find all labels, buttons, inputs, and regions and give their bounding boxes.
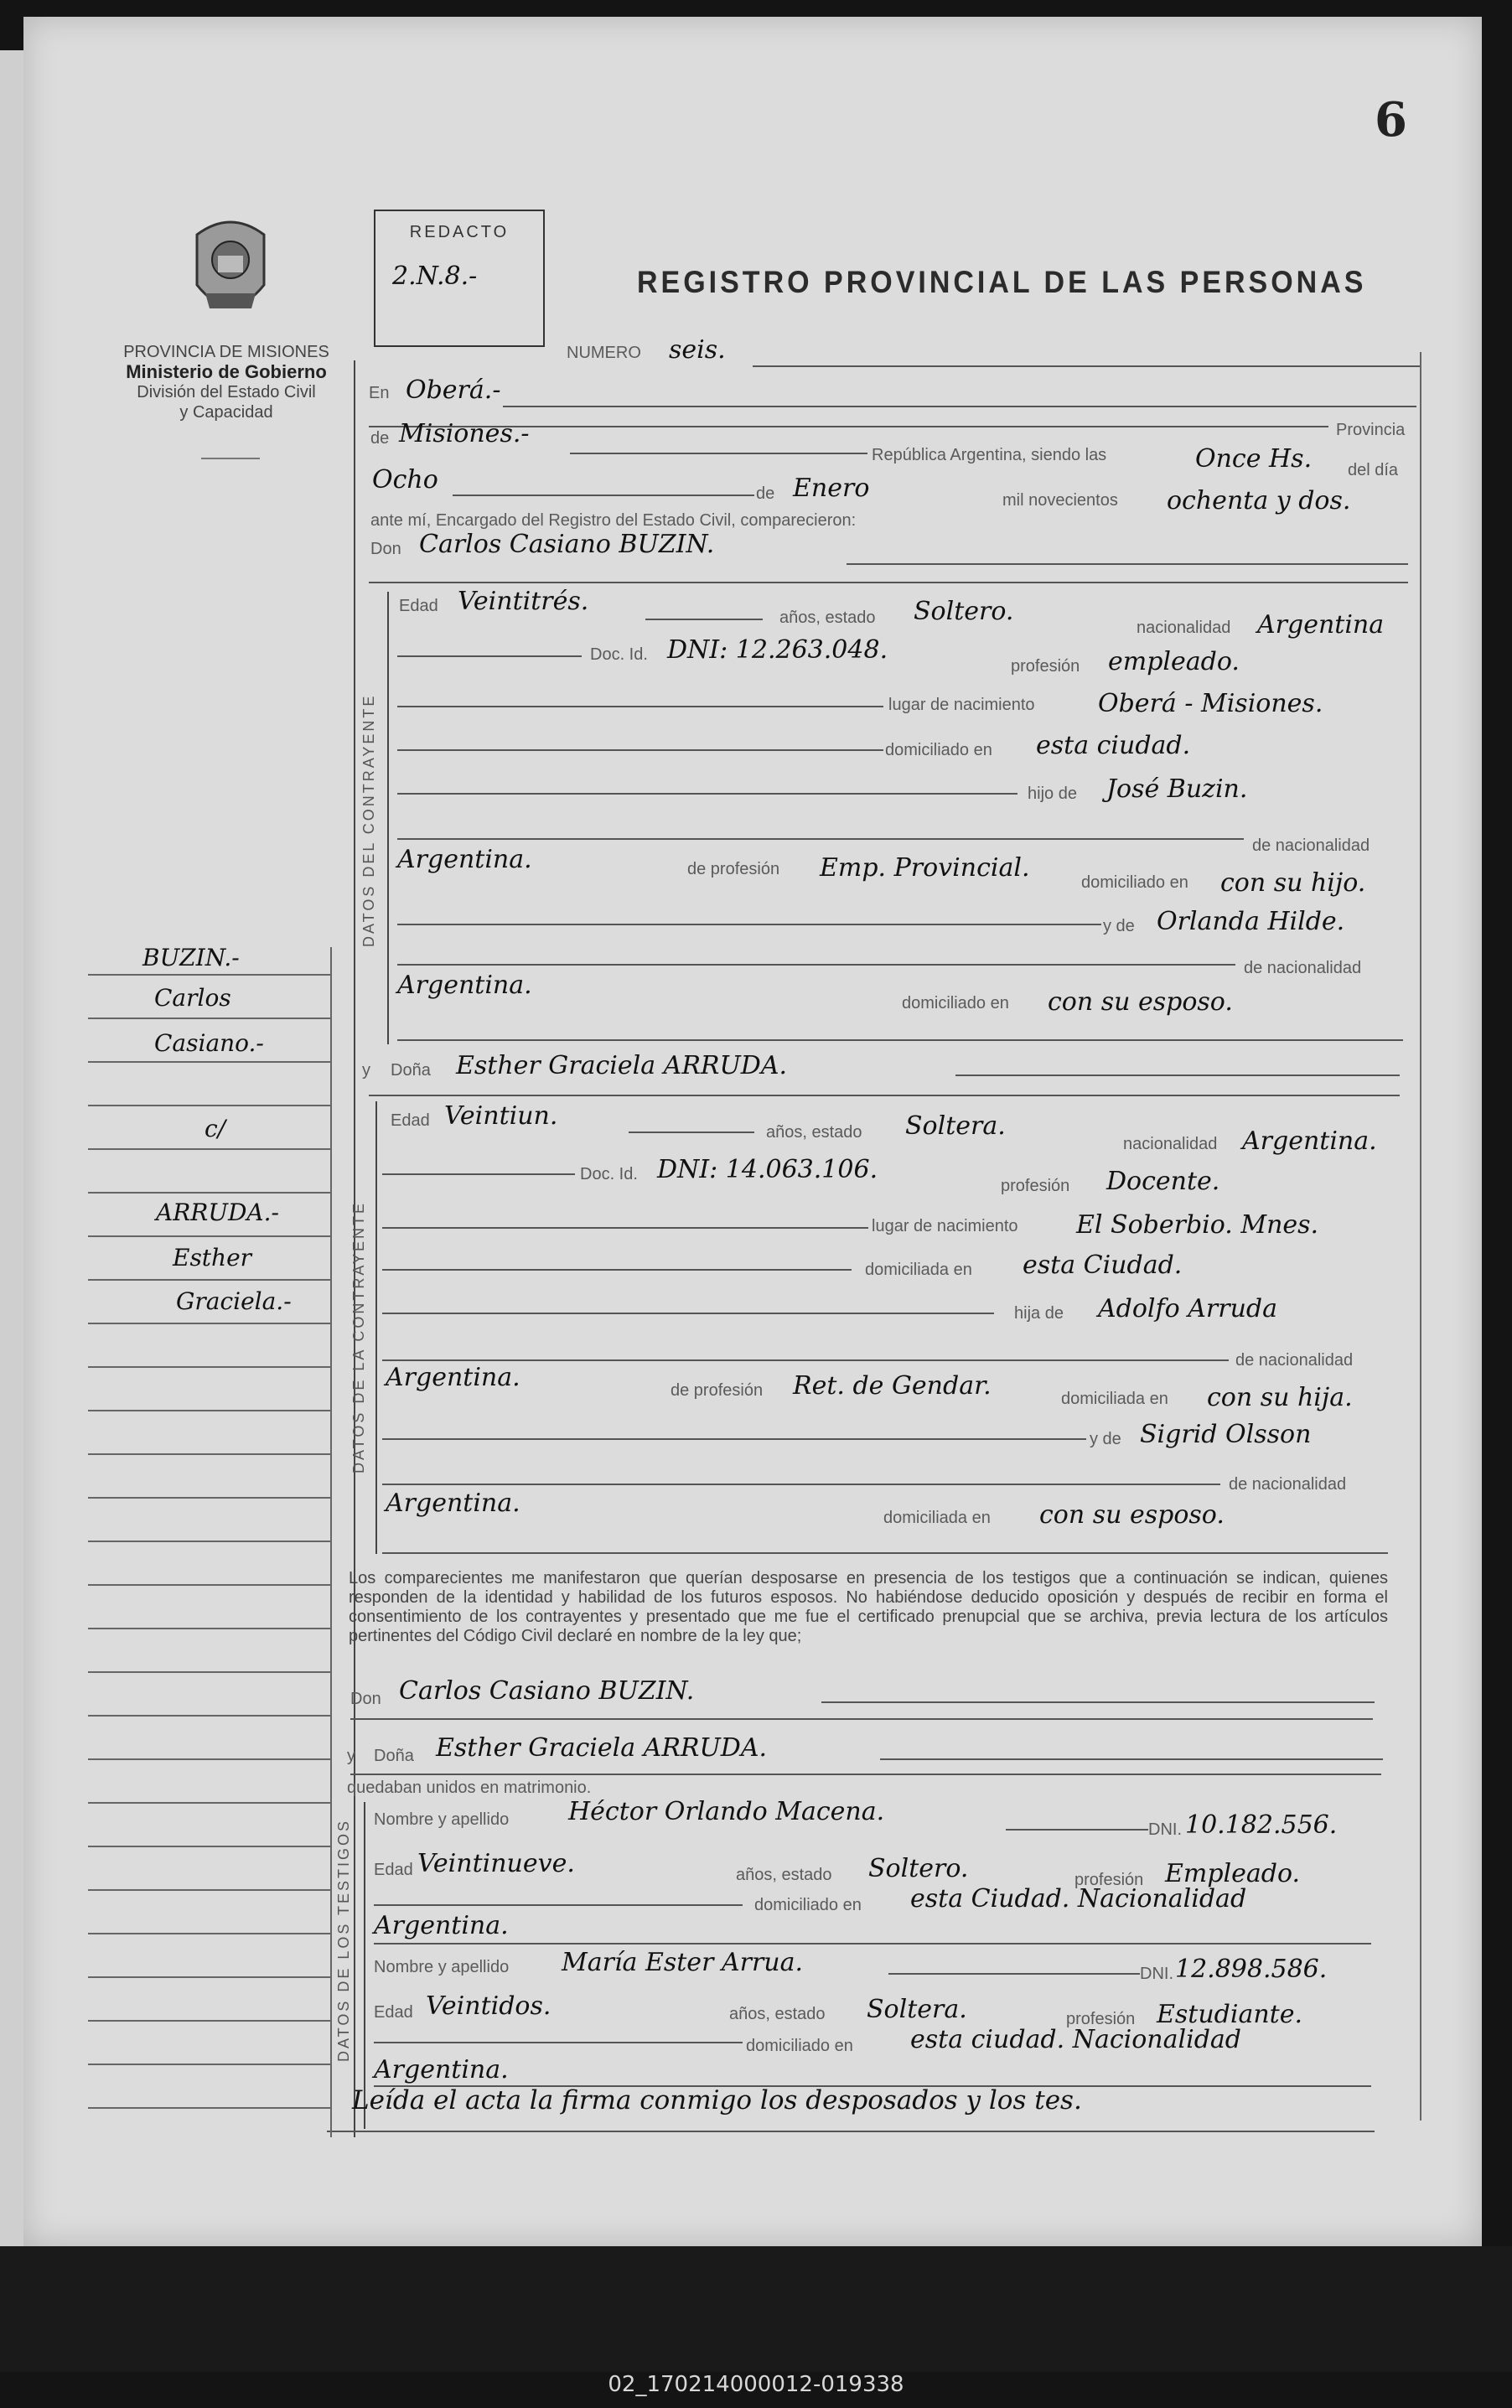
- redacto-value: 2.N.8.-: [392, 262, 478, 291]
- t1-edad: Veintinueve.: [417, 1849, 575, 1878]
- margin-rule: [88, 1410, 331, 1411]
- numero-value: seis.: [669, 335, 726, 365]
- t1-nombre-label: Nombre y apellido: [374, 1810, 510, 1829]
- margin-note-2: Carlos: [154, 984, 231, 1012]
- t1-dni-label: DNI.: [1148, 1820, 1182, 1839]
- redacto-label: REDACTO: [409, 223, 510, 241]
- hora-value: Once Hs.: [1195, 444, 1313, 474]
- t2-domicilio-label: domiciliado en: [746, 2037, 853, 2055]
- f-doc-label: Doc. Id.: [580, 1165, 638, 1183]
- mes-value: Enero: [793, 474, 870, 503]
- rule: [374, 1904, 743, 1906]
- division-line-2: y Capacidad: [179, 403, 273, 422]
- t1-profesion: Empleado.: [1165, 1859, 1301, 1888]
- cierre-text: Leída el acta la firma conmigo los desposados y los tes.: [352, 2085, 1082, 2115]
- t2-profesion-label: profesión: [1066, 2010, 1136, 2028]
- rule: [382, 1359, 1229, 1361]
- rule: [382, 1269, 852, 1271]
- provincia-label: Provincia: [1336, 421, 1406, 439]
- province-crest-icon: [184, 210, 277, 327]
- t1-nacionalidad: Argentina.: [374, 1911, 509, 1940]
- rule: [397, 924, 1101, 925]
- rule: [453, 495, 754, 496]
- f-estado-value: Soltera.: [905, 1111, 1006, 1141]
- t2-edad: Veintidos.: [426, 1991, 551, 2021]
- lugar-value: Oberá - Misiones.: [1098, 689, 1323, 718]
- f-padre-domicilio: con su hija.: [1207, 1383, 1353, 1412]
- f-edad-value: Veintiun.: [444, 1101, 558, 1131]
- f-y-de-label: y de: [1090, 1430, 1121, 1448]
- rule: [382, 1552, 1388, 1554]
- lugar-label: lugar de nacimiento: [888, 696, 1035, 714]
- rule: [955, 1075, 1400, 1076]
- en-value: Oberá.-: [406, 375, 501, 405]
- province-header: [92, 342, 360, 422]
- dia-value: Ocho: [372, 465, 438, 495]
- rule: [397, 964, 1235, 966]
- f-padre-domicilio-label: domiciliada en: [1061, 1390, 1168, 1408]
- margin-rule: [88, 1497, 331, 1499]
- margin-rule: [88, 1192, 331, 1194]
- section-border: [375, 1101, 377, 1554]
- rule: [382, 1227, 868, 1229]
- rule: [350, 1774, 1381, 1775]
- document-title: REGISTRO PROVINCIAL DE LAS PERSONAS: [637, 265, 1367, 300]
- rule: [645, 619, 763, 620]
- margin-rule: [88, 1976, 331, 1978]
- rule: [753, 365, 1420, 367]
- doc-label: Doc. Id.: [590, 645, 648, 664]
- rule: [374, 2042, 743, 2043]
- margin-rule: [88, 1366, 331, 1368]
- page-number: 6: [1375, 92, 1407, 148]
- margin-rule: [88, 1758, 331, 1760]
- section-border: [387, 592, 389, 1044]
- de2-label: de: [756, 484, 775, 503]
- t1-domicilio-label: domiciliado en: [754, 1896, 862, 1914]
- margin-rule: [88, 1671, 331, 1673]
- en-label: En: [369, 384, 390, 402]
- f-de-profesion-label: de profesión: [671, 1381, 764, 1400]
- decl-don-value: Carlos Casiano BUZIN.: [399, 1676, 695, 1706]
- scan-background: [0, 2246, 1512, 2372]
- dona-label: Doña: [391, 1061, 431, 1080]
- rule: [629, 1132, 754, 1133]
- padre-profesion: Emp. Provincial.: [820, 853, 1030, 883]
- madre-nacionalidad: Argentina.: [397, 971, 532, 1000]
- f-profesion-label: profesión: [1001, 1177, 1070, 1195]
- rule: [821, 1701, 1375, 1703]
- margin-rule: [88, 1105, 331, 1106]
- margin-rule: [88, 1323, 331, 1324]
- margin-rule: [88, 1846, 331, 1847]
- decl-don-label: Don: [350, 1690, 381, 1708]
- f-lugar-label: lugar de nacimiento: [872, 1217, 1018, 1235]
- rule: [888, 1973, 1140, 1975]
- f-padre-nacionalidad: Argentina.: [386, 1363, 520, 1392]
- rule: [503, 406, 1416, 407]
- rule: [382, 1313, 994, 1314]
- margin-rule: [88, 1453, 331, 1455]
- edad-label: Edad: [399, 597, 438, 615]
- decl-dona-label: Doña: [374, 1747, 414, 1765]
- rule: [570, 453, 867, 454]
- rule: [382, 1484, 1220, 1485]
- f-madre-nacionalidad: Argentina.: [386, 1489, 520, 1518]
- de-profesion-label: de profesión: [687, 860, 780, 878]
- t1-anios-label: años, estado: [736, 1866, 832, 1884]
- f-anios-label: años, estado: [766, 1123, 862, 1142]
- margin-rule: [88, 1715, 331, 1717]
- margin-note-4: c/: [205, 1115, 226, 1142]
- f-madre-domicilio-label: domiciliada en: [883, 1509, 991, 1527]
- f-hija-label: hija de: [1014, 1304, 1064, 1323]
- rule: [382, 1173, 575, 1175]
- margin-rule: [88, 1279, 331, 1281]
- padre-nacionalidad: Argentina.: [397, 845, 532, 874]
- domicilio-label: domiciliado en: [885, 741, 992, 759]
- ministry-line: Ministerio de Gobierno: [126, 361, 327, 382]
- de-value: Misiones.-: [399, 419, 530, 448]
- margin-rule: [88, 1235, 331, 1237]
- t2-nombre: María Ester Arrua.: [562, 1948, 804, 1977]
- decl-y-label: y: [347, 1747, 355, 1765]
- margin-rule: [88, 974, 331, 976]
- del-dia-label: del día: [1348, 461, 1399, 479]
- ante-label: ante mí, Encargado del Registro del Estado Civil, comparecieron:: [370, 511, 857, 530]
- t1-estado: Soltero.: [868, 1854, 969, 1883]
- rule: [397, 749, 883, 751]
- t2-dni: 12.898.586.: [1175, 1955, 1328, 1984]
- margin-rule: [88, 1933, 331, 1934]
- province-line: PROVINCIA DE MISIONES: [123, 343, 329, 361]
- margin-rule: [88, 1889, 331, 1891]
- t1-dni: 10.182.556.: [1185, 1810, 1338, 1840]
- f-edad-label: Edad: [391, 1111, 430, 1130]
- margin-note-6: Esther: [173, 1244, 252, 1271]
- numero-label: NUMERO: [567, 344, 641, 362]
- f-madre-domicilio: con su esposo.: [1039, 1500, 1225, 1530]
- margin-rule: [88, 1541, 331, 1542]
- t2-anios-label: años, estado: [729, 2005, 826, 2023]
- rule: [350, 1718, 1373, 1720]
- rule: [397, 793, 1017, 795]
- doc-value: DNI: 12.263.048.: [667, 635, 888, 665]
- rule: [1006, 1829, 1148, 1831]
- f-madre-value: Sigrid Olsson: [1140, 1420, 1312, 1449]
- anio-value: ochenta y dos.: [1167, 486, 1351, 515]
- padre-domicilio-label: domiciliado en: [1081, 873, 1188, 892]
- divider: [201, 458, 260, 459]
- t2-nombre-label: Nombre y apellido: [374, 1958, 510, 1976]
- section-border: [364, 1802, 365, 2129]
- rule: [397, 655, 582, 657]
- f-profesion-value: Docente.: [1106, 1167, 1220, 1196]
- rule: [369, 582, 1408, 583]
- f-nacionalidad-label: nacionalidad: [1123, 1135, 1218, 1153]
- de-nacionalidad-label-2: de nacionalidad: [1244, 959, 1362, 977]
- t1-nombre: Héctor Orlando Macena.: [568, 1797, 885, 1826]
- margin-rule: [88, 2107, 331, 2109]
- t2-profesion: Estudiante.: [1157, 2000, 1303, 2029]
- de-label: de: [370, 429, 390, 448]
- decl-dona-value: Esther Graciela ARRUDA.: [436, 1733, 768, 1763]
- rule: [397, 1039, 1403, 1041]
- margin-rule: [88, 1628, 331, 1629]
- margin-note-5: ARRUDA.-: [156, 1199, 280, 1226]
- y-de-label: y de: [1103, 917, 1135, 935]
- t2-dni-label: DNI.: [1140, 1965, 1173, 1983]
- t1-profesion-label: profesión: [1074, 1871, 1144, 1889]
- de-nacionalidad-label: de nacionalidad: [1252, 836, 1370, 855]
- margin-rule: [88, 1148, 331, 1150]
- rule: [397, 838, 1244, 840]
- form-right-border: [1420, 352, 1421, 2121]
- margin-column-border: [330, 947, 332, 2137]
- madre-domicilio: con su esposo.: [1048, 987, 1233, 1017]
- f-domicilio-value: esta Ciudad.: [1023, 1251, 1183, 1280]
- contrayente-f-nombre: Esther Graciela ARRUDA.: [456, 1051, 788, 1080]
- profesion-value: empleado.: [1108, 647, 1240, 676]
- t1-edad-label: Edad: [374, 1861, 413, 1879]
- anios-label: años, estado: [779, 608, 876, 627]
- declaration-paragraph: Los comparecientes me manifestaron que querían desposarse en presencia de los testigos que a continuación se indican, quienes responden de la identidad y habilidad de los futuros esposos. No habiéndose deducido oposición y después de recibir en forma el consentimiento de los contrayentes y presentado que me fue el certificado prenupcial que se archiva, previa lectura de los artículos pertinentes del Código Civil declaré en nombre de la ley que;: [349, 1569, 1388, 1645]
- f-padre-profesion: Ret. de Gendar.: [793, 1371, 992, 1401]
- unidos-label: quedaban unidos en matrimonio.: [347, 1779, 592, 1797]
- estado-value: Soltero.: [914, 597, 1014, 626]
- domicilio-value: esta ciudad.: [1036, 731, 1191, 760]
- f-doc-value: DNI: 14.063.106.: [657, 1155, 878, 1184]
- section-label-contrayente: DATOS DEL CONTRAYENTE: [360, 693, 377, 947]
- margin-rule: [88, 2020, 331, 2022]
- margin-rule: [88, 2064, 331, 2065]
- rule: [382, 1438, 1086, 1440]
- division-line-1: División del Estado Civil: [137, 383, 316, 401]
- madre-value: Orlanda Hilde.: [1157, 907, 1345, 936]
- hijo-label: hijo de: [1028, 785, 1077, 803]
- profesion-label: profesión: [1011, 657, 1080, 676]
- f-de-nacionalidad-label: de nacionalidad: [1235, 1351, 1354, 1370]
- margin-rule: [88, 1584, 331, 1586]
- t2-nacionalidad: Argentina.: [374, 2055, 509, 2084]
- rule: [397, 706, 883, 707]
- don-label: Don: [370, 540, 401, 558]
- f-domicilio-label: domiciliada en: [865, 1261, 972, 1279]
- footer-caption: 02_170214000012-019338: [608, 2372, 904, 2397]
- edad-value: Veintitrés.: [458, 587, 589, 616]
- margin-rule: [88, 1061, 331, 1063]
- y-label: y: [362, 1061, 370, 1080]
- f-padre-value: Adolfo Arruda: [1098, 1294, 1277, 1323]
- t2-estado: Soltera.: [867, 1995, 967, 2024]
- section-label-testigos: DATOS DE LOS TESTIGOS: [335, 1818, 352, 2062]
- t2-domicilio: esta ciudad. Nacionalidad: [910, 2025, 1241, 2054]
- republica-label: República Argentina, siendo las: [872, 446, 1107, 464]
- padre-domicilio: con su hijo.: [1220, 868, 1366, 898]
- nacionalidad-value: Argentina: [1257, 610, 1385, 640]
- redacto-box: [374, 210, 545, 347]
- margin-note-3: Casiano.-: [154, 1029, 264, 1057]
- f-lugar-value: El Soberbio. Mnes.: [1076, 1210, 1319, 1240]
- t1-domicilio: esta Ciudad. Nacionalidad: [910, 1884, 1247, 1913]
- margin-rule: [88, 1018, 331, 1019]
- margin-rule: [88, 1802, 331, 1804]
- rule: [369, 1095, 1400, 1096]
- rule: [327, 2131, 1375, 2132]
- padre-value: José Buzin.: [1106, 774, 1248, 804]
- t2-edad-label: Edad: [374, 2003, 413, 2022]
- margin-note-7: Graciela.-: [176, 1287, 292, 1315]
- margin-note-1: BUZIN.-: [142, 944, 240, 971]
- nacionalidad-label: nacionalidad: [1137, 619, 1231, 637]
- section-label-contrayente-f: DATOS DE LA CONTRAYENTE: [350, 1200, 367, 1473]
- f-nacionalidad-value: Argentina.: [1242, 1126, 1377, 1156]
- rule: [374, 1943, 1371, 1945]
- rule: [880, 1758, 1383, 1760]
- madre-domicilio-label: domiciliado en: [902, 994, 1009, 1012]
- f-de-nacionalidad-label-2: de nacionalidad: [1229, 1475, 1347, 1494]
- rule: [847, 563, 1408, 565]
- don-value: Carlos Casiano BUZIN.: [419, 530, 715, 559]
- mil-label: mil novecientos: [1002, 491, 1118, 510]
